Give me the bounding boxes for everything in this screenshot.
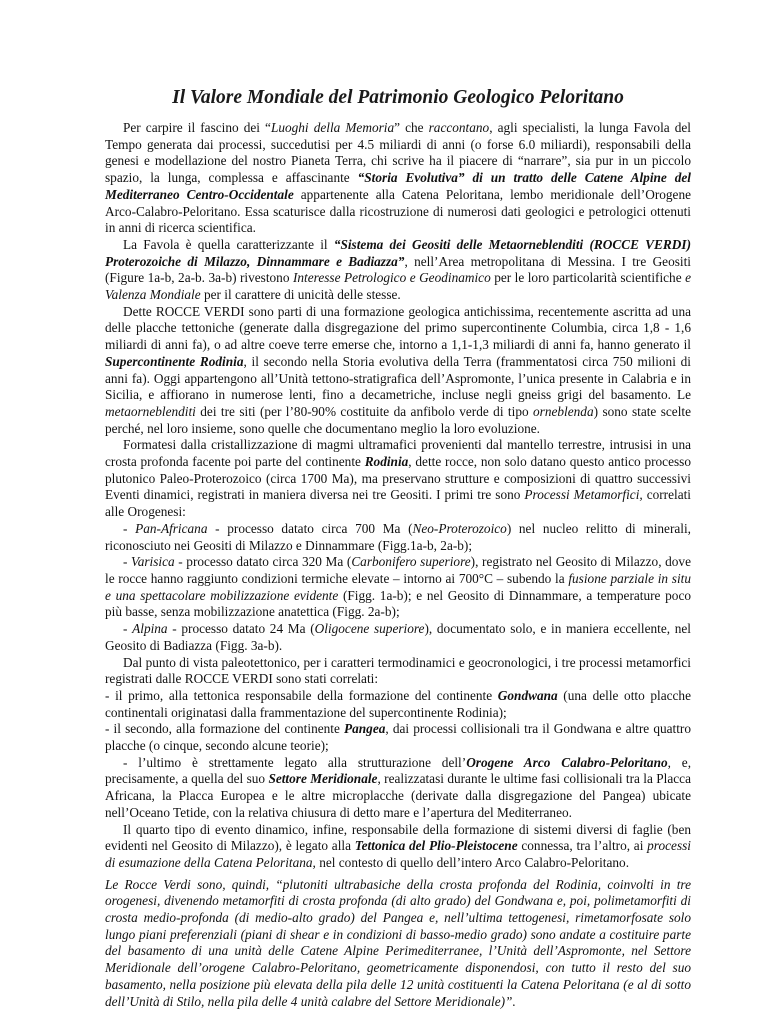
text-run: Varisica (131, 554, 175, 570)
text-run: Pangea (344, 721, 386, 737)
text-run: metaorneblenditi (105, 403, 196, 419)
text-run: - (123, 520, 136, 536)
text-run: Dette ROCCE VERDI sono parti di una formazione geologica antichissima, recentemente ascritta ad una delle placche tettoniche (generate dalla disgregazione del primo supercontinente Columbia, circa 1,8 - 1,6 miliardi di anni fa), o ad altre coeve terre emerse che, intorno a 1,1-1,3 miliardi di anni fa, hanno generato il (105, 303, 691, 353)
text-run: (una delle otto placche continentali originatasi dalla frammentazione del supercontinente Rodinia); (105, 687, 691, 720)
text-run: Interesse Petrologico e Geodinamico (292, 270, 491, 286)
text-run: processi di esumazione della Catena Peloritana, (105, 838, 691, 870)
text-run: Processi Metamorfici, (524, 487, 643, 503)
text-run: - processo datato circa 320 Ma ( (174, 554, 352, 570)
text-run: Luoghi della Memoria (270, 120, 395, 135)
text-run: Oligocene superiore (314, 621, 425, 637)
text-run: , realizzatasi durante le ultime fasi collisionali tra la Placca Africana, la Placca Europea e le altre microplacche (derivate dalla disgregazione del Pangea) ubicate nell’Oceano Tetide, con la relativa chiusura di detto mare e l’apertura del Mediterraneo. (105, 771, 691, 820)
text-run: raccontano (428, 120, 490, 135)
list-item-varisica (105, 554, 691, 621)
text-run: - processo datato circa 700 Ma ( (207, 520, 413, 536)
text-run: Per carpire il fascino dei “ (123, 120, 271, 135)
list-item-pan-africana (105, 521, 691, 554)
paragraph-conclusion: Le Rocce Verdi sono, quindi, “plutoniti ultrabasiche della crosta profonda del Rodinia, coinvolti in tre orogenesi, divenendo metamorfiti di crosta profonda (di alto grado) del Gondwana e, poi, polimetamorfiti di crosta medio-profonda (di medio-alto grado) del Pangea e, nell’ultima tettogenesi, rimetamorfosate solo lungo piani preferenziali (piani di shear e in condizioni di basso-medio grado) sono andate a costituire parte del basamento di una unità delle Catene Alpine Perimediterranee, l’Unità dell’Aspromonte, nel Settore Meridionale dell’orogene Calabro-Peloritano, geometricamente disponendosi, con tutto il resto del suo basamento, nella posizione più elevata della pila delle 12 unità costituenti la Catena Peloritana (e al di sotto dell’Unità di Stilo, nella pila delle 4 unità calabre del Settore Meridionale)”. (105, 876, 691, 1009)
text-run: Il quarto tipo di evento dinamico, infine, responsabile della formazione di sistemi diversi di faglie (ben evidenti nel Geosito di Milazzo), è legato alla (105, 821, 691, 854)
text-run: Rodinia (364, 454, 409, 470)
text-run: “Storia Evolutiva” di un tratto delle Catene Alpine del Mediterraneo Centro-Occidentale (105, 170, 691, 202)
text-run: connessa, tra l’altro, ai (517, 838, 648, 854)
text-run: ) sono state scelte perché, nel loro insieme, sono quelle che documentano meglio la loro evoluzione. (105, 403, 692, 436)
text-run: orneblenda (533, 403, 594, 419)
text-run: appartenente alla Catena Peloritana, lembo meridionale dell’Orogene Arco-Calabro-Peloritano. Essa scaturisce dalla ricostruzione di numerosi dati geologici e petrologici ottenuti in anni di ricerca scientifica. (105, 186, 692, 236)
text-run: (Figg. 1a-b); e nel Geosito di Dinnammare, a temperature poco più basse, senza mobilizzazione anatettica (Figg. 2a-b); (105, 587, 691, 620)
text-run: Carbonifero superiore (351, 554, 471, 570)
text-run: ” che (394, 120, 429, 135)
text-run: Dal punto di vista paleotettonico, per i caratteri termodinamici e geocronologici, i tre processi metamorfici registrati dalle ROCCE VERDI sono stati correlati: (105, 654, 691, 687)
text-run: Tettonica del Plio-Pleistocene (354, 838, 518, 854)
text-run: Formatesi dalla cristallizzazione di magmi ultramafici provenienti dal mantello terrestre, intrusisi in una crosta profonda facente poi parte del continente (105, 437, 691, 470)
paragraph-intro (105, 120, 691, 237)
document-body (105, 120, 691, 1010)
text-run: , dai processi collisionali tra il Gondwana e altre quattro placche (o cinque, secondo alcune teorie); (105, 721, 691, 754)
text-run: per il carattere di unicità delle stesse. (200, 287, 401, 303)
text-run: Settore Meridionale (268, 771, 378, 787)
text-run: , nell’Area metropolitana di Messina. I tre Geositi (Figure 1a-b, 2a-b. 3a-b) rivestono (105, 253, 691, 286)
list-item-alpina (105, 621, 691, 654)
text-run: Pan-Africana (135, 520, 208, 536)
text-run: e Valenza Mondiale (105, 270, 691, 303)
list-item-pangea (105, 721, 691, 754)
text-run: fusione parziale in situ e una spettacolare mobilizzazione evidente (105, 570, 691, 603)
text-run: La Favola è quella caratterizzante il (123, 236, 334, 252)
paragraph-rocce-verdi (105, 304, 691, 438)
text-run: ), registrato nel Geosito di Milazzo, dove le rocce hanno raggiunto condizioni termiche elevate – intorno ai 700°C – subendo la (105, 554, 691, 586)
text-run: Gondwana (497, 687, 558, 703)
text-run: Neo-Proterozoico (412, 520, 507, 536)
text-run: ) nel nucleo relitto di minerali, riconosciuto nei Geositi di Milazzo e Dinnammare (Figg.1a-b, 2a-b); (105, 520, 691, 553)
text-run: per le loro particolarità scientifiche (490, 270, 686, 286)
text-run: , e, precisamente, a quella del suo (105, 754, 692, 787)
paragraph-favola (105, 237, 691, 304)
list-item-orogene (105, 755, 691, 822)
text-run: , agli specialisti, la lunga Favola del Tempo generata dai processi, succedutisi per 4.5 miliardi di anni (o forse 6.0 miliardi), responsabili della genesi e modellazione del nostro Pianeta Terra, chi scrive ha il piacere di “narrare”, sia pur in un piccolo spazio, la lunga, complessa e affascinante (105, 120, 691, 186)
page-title: Il Valore Mondiale del Patrimonio Geologico Peloritano (172, 87, 624, 108)
paragraph-formazione (105, 437, 691, 521)
text-run: , il secondo nella Storia evolutiva della Terra (frammentatosi circa 750 milioni di anni fa). Oggi appartengono all’Unità tettono-stratigrafica dell’Aspromonte, l’unica presente in Calabria e in Sicilia, e affiorano in numerose lenti, fino a decametriche, incluse negli gneiss grigi del basamento. Le (105, 353, 691, 403)
text-run: - processo datato 24 Ma ( (167, 621, 315, 637)
text-run: Supercontinente Rodinia (105, 353, 244, 369)
text-run: dei tre siti (per l’80-90% costituite da anfibolo verde di tipo (195, 403, 534, 419)
text-run: ), documentato solo, e in maniera eccellente, nel Geosito di Badiazza (Figg. 3a-b). (105, 621, 691, 653)
list-item-gondwana (105, 688, 691, 721)
text-run: “Sistema dei Geositi delle Metaorneblenditi (ROCCE VERDI) Proterozoiche di Milazzo, Dinnammare e Badiazza” (105, 236, 691, 269)
text-run: nel contesto di quello dell’intero Arco Calabro-Peloritano. (315, 854, 630, 870)
text-run: - il secondo, alla formazione del continente (105, 721, 344, 737)
text-run: , dette rocce, non solo datano questo antico processo plutonico Paleo-Proterozoico (circa 1700 Ma), ma preservano strutture e composizioni di quattro successivi Eventi dinamici, registrati in maniera diversa nei tre Geositi. I primi tre sono (105, 454, 691, 503)
text-run: Orogene Arco Calabro-Peloritano (466, 754, 668, 770)
text-run: - l’ultimo è strettamente legato alla strutturazione dell’ (123, 754, 467, 770)
paragraph-paleotettonica (105, 655, 691, 688)
text-run: - il primo, alla tettonica responsabile della formazione del continente (105, 687, 498, 703)
text-run: - (123, 621, 133, 637)
text-run: correlati alle Orogenesi: (105, 487, 691, 520)
text-run: Alpina (132, 621, 168, 637)
text-run: - (123, 554, 132, 570)
paragraph-quarto-evento (105, 822, 691, 872)
